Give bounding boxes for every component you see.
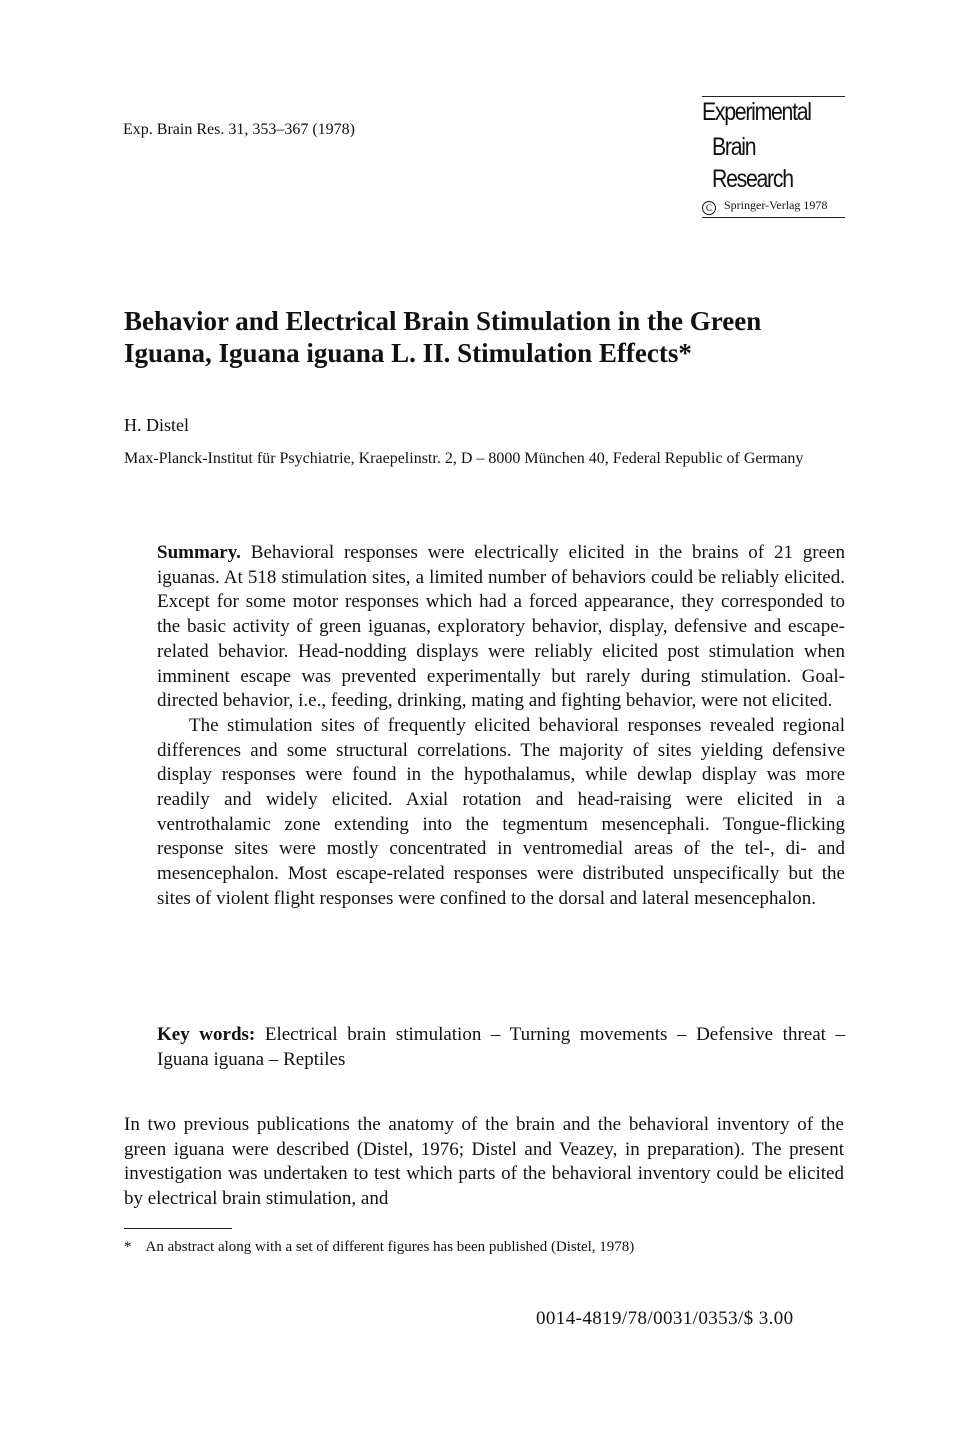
copyright-line — [702, 198, 827, 215]
abstract-paragraph-2: The stimulation sites of frequently elicited behavioral responses revealed regional differences and some structural correlations. The majority of sites yielding defensive display responses were found in the hypothalamus, while dewlap display was more readily and widely elicited. Axial rotation and head-raising were elicited in a ventrothalamic zone extending into the tegmentum mesencephali. Tongue-flicking response sites were mostly concentrated in ventromedial areas of the tel-, di- and mesencephalon. Most escape-related responses were distributed unspecifically but the sites of violent flight responses were confined to the dorsal and lateral mesencephalon. — [157, 714, 845, 909]
journal-name-line3: Research — [712, 165, 793, 193]
footnote — [124, 1239, 634, 1256]
price-code: 0014-4819/78/0031/0353/$ 3.00 — [536, 1308, 794, 1329]
body-paragraph-1: In two previous publications the anatomy of the brain and the behavioral inventory of the green iguana were described (Distel, 1976; Distel and Veazey, in preparation). The present investigation was undertaken to test which parts of the behavioral inventory could be elicited by electrical brain stimulation, and — [124, 1114, 844, 1209]
keywords-label: Key words: — [157, 1024, 256, 1045]
journal-name-line1: Experimental — [702, 98, 811, 126]
journal-name-line2: Brain — [712, 133, 756, 161]
summary-label: Summary. — [157, 542, 241, 563]
abstract-text-1: Behavioral responses were electrically elicited in the brains of 21 green iguanas. At 518 stimulation sites, a limited number of behaviors could be reliably elicited. Except for some motor responses which had a forced appearance, they corresponded to the basic activity of green iguanas, exploratory behavior, display, defensive and escape-related behavior. Head-nodding displays were reliably elicited post stimulation when imminent escape was prevented experimentally but rarely during stimulation. Goal-directed behavior, i.e., feeding, drinking, mating and fighting behavior, were not elicited. — [157, 542, 845, 712]
journal-citation: Exp. Brain Res. 31, 353–367 (1978) — [123, 121, 355, 138]
footnote-rule — [124, 1228, 232, 1229]
keywords-text: Electrical brain stimulation – Turning movements – Defensive threat – Iguana iguana – Reptiles — [157, 1024, 846, 1070]
abstract — [157, 541, 845, 912]
abstract-paragraph-1 — [157, 541, 845, 714]
journal-logo — [702, 96, 845, 220]
author-name: H. Distel — [124, 415, 189, 435]
logo-bottom-rule — [702, 217, 845, 218]
article-title: Behavior and Electrical Brain Stimulation in the Green Iguana, Iguana iguana L. II. Stimulation Effects* — [124, 306, 762, 368]
copyright-text: Springer-Verlag 1978 — [724, 198, 828, 212]
keywords — [157, 1022, 845, 1072]
author-affiliation: Max-Planck-Institut für Psychiatrie, Kraepelinstr. 2, D – 8000 München 40, Federal Republic of Germany — [124, 450, 804, 467]
logo-top-rule — [702, 96, 845, 97]
footnote-mark: * — [124, 1239, 132, 1255]
copyright-icon: C — [702, 201, 716, 215]
footnote-text: An abstract along with a set of different figures has been published (Distel, 1978) — [145, 1239, 635, 1255]
